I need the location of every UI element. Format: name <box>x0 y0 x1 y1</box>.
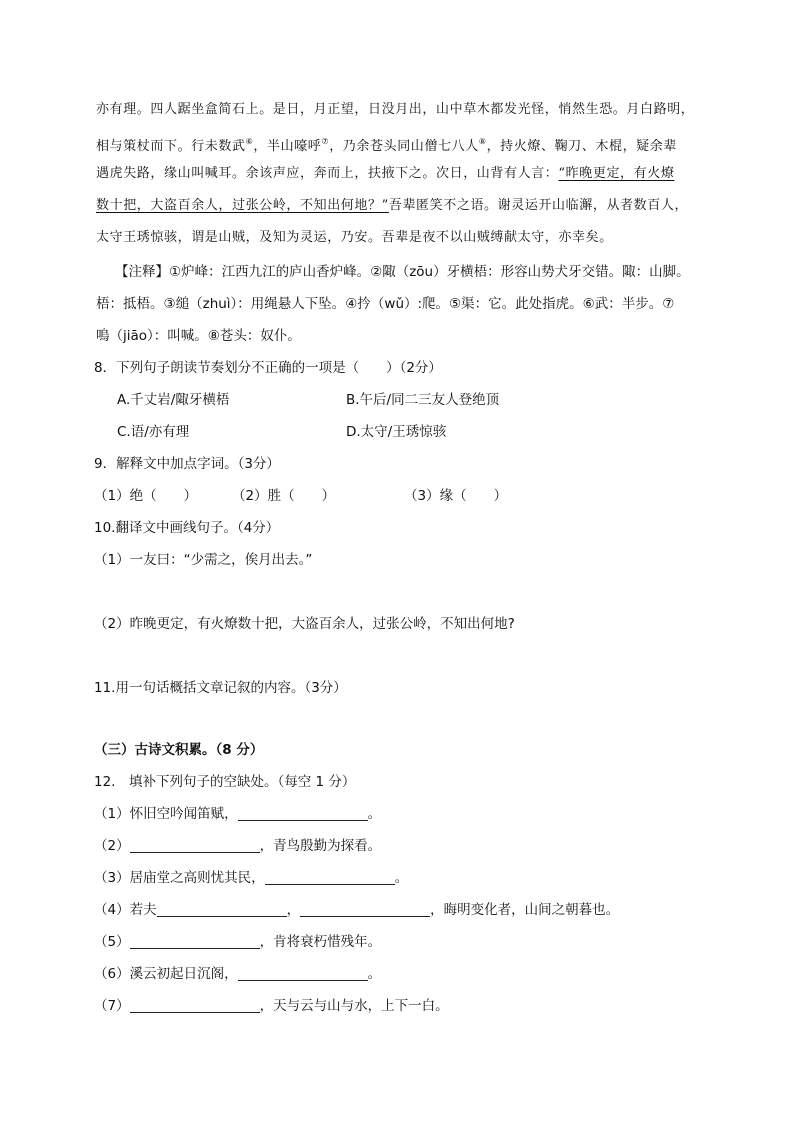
answer-blank[interactable] <box>130 838 260 853</box>
answer-blank[interactable] <box>238 806 368 821</box>
answer-blank[interactable] <box>265 870 395 885</box>
notes-line-3: 嗚（jiāo）：叫喊。⑧苍头：奴仆。 <box>96 328 301 344</box>
question-8-stem: 8．下列句子朗读节奏划分不正确的一项是（ ）（2分） <box>94 360 442 376</box>
fill-blank-6 <box>94 964 381 984</box>
option-b: B.午后/同二三友人登绝顶 <box>346 392 500 408</box>
passage-line-1 <box>96 100 694 120</box>
passage-text: ，乃余苍头同山僧七八人 <box>329 139 479 154</box>
footnote-marker: ⑥ <box>245 137 254 146</box>
question-9-part-2: （2）胜（ ） <box>232 488 336 504</box>
fill-blank-4 <box>94 900 619 920</box>
footnote-marker: ⑧ <box>478 137 487 146</box>
notes-line-1: 【注释】①炉峰：江西九江的庐山香炉峰。②陬（zōu）牙横梧：形容山势犬牙交错。陬：山脚。 <box>115 264 690 280</box>
passage-text: 吾辈匿笑不之语。谢灵运开山临澥，从者数百人， <box>388 198 689 213</box>
option-a: A.千丈岩/陬牙横梧 <box>117 392 230 408</box>
blank-suffix: ，肯将衰朽惜残年。 <box>259 934 382 950</box>
answer-blank[interactable] <box>238 966 368 981</box>
question-9-part-3: （3）缘（ ） <box>404 488 508 504</box>
option-d: D.太守/王琇惊骇 <box>346 424 447 440</box>
blank-suffix: ，青鸟殷勤为探看。 <box>259 838 382 854</box>
blank-suffix: 。 <box>367 966 382 982</box>
blank-suffix: ，晦明变化者，山间之朝暮也。 <box>430 902 620 918</box>
question-10-part-2: （2）昨晚更定，有火燎数十把，大盗百余人，过张公岭，不知出何地? <box>94 616 515 632</box>
blank-prompt: （1）怀旧空吟闻笛赋， <box>94 806 238 822</box>
fill-blank-1 <box>94 804 381 824</box>
blank-prompt: （3）居庙堂之高则忧其民， <box>94 870 265 886</box>
blank-suffix: 。 <box>394 870 409 886</box>
passage-line-3 <box>96 164 674 184</box>
blank-prompt: （4）若夫 <box>94 902 157 918</box>
question-12-stem: 12. 填补下列句子的空缺处。（每空 1 分） <box>94 774 356 790</box>
section-3-title: （三）古诗文积累。（8 分） <box>94 742 264 758</box>
question-10-part-1: （1）一友曰：“少需之，俟月出去。” <box>94 552 313 568</box>
question-9-stem: 9．解释文中加点字词。（3分） <box>94 456 280 472</box>
passage-text: ，半山嚎呼 <box>253 139 322 154</box>
answer-blank[interactable] <box>157 902 287 917</box>
footnote-marker: ⑦ <box>321 137 330 146</box>
answer-blank[interactable] <box>130 998 260 1013</box>
blank-prompt: （7） <box>94 998 130 1014</box>
blank-prompt: （5） <box>94 934 130 950</box>
passage-line-2 <box>96 132 677 157</box>
question-9-part-1: （1）绝（ ） <box>94 488 198 504</box>
answer-blank[interactable] <box>130 934 260 949</box>
blank-separator: ， <box>286 902 301 918</box>
passage-line-4 <box>96 196 688 216</box>
passage-text: ，持火燎、鞠刀、木棍，疑余辈 <box>486 139 677 154</box>
passage-text: 太守王琇惊骇，谓是山贼，及知为灵运，乃安。吾辈是夜不以山贼缚献太守，亦幸矣。 <box>96 230 613 245</box>
fill-blank-3 <box>94 868 408 888</box>
passage-text: 相与策杖而下。行未数武 <box>96 139 246 154</box>
passage-line-5 <box>96 228 613 248</box>
question-11-stem: 11.用一句话概括文章记叙的内容。（3分） <box>94 680 347 696</box>
fill-blank-5 <box>94 932 381 952</box>
fill-blank-7 <box>94 996 449 1016</box>
blank-prompt: （6）溪云初起日沉阁， <box>94 966 238 982</box>
blank-suffix: ，天与云与山与水，上下一白。 <box>259 998 449 1014</box>
notes-line-2: 梧：抵梧。③缒（zhuì）：用绳悬人下坠。④扲（wǔ）:爬。⑤渠：它。此处指虎。⑥武：半步。⑦ <box>96 296 675 312</box>
passage-text: 亦有理。四人踞坐盒简石上。是日，月正望，日没月出，山中草木都发光怪，悄然生恐。月白路明， <box>96 102 695 117</box>
question-10-stem: 10.翻译文中画线句子。（4分） <box>94 520 280 536</box>
underlined-sentence: 数十把，大盗百余人，过张公岭，不知出何地？” <box>96 198 389 213</box>
blank-suffix: 。 <box>367 806 382 822</box>
answer-blank[interactable] <box>300 902 430 917</box>
option-c: C.语/亦有理 <box>117 424 190 440</box>
underlined-sentence: “昨晚更定，有火燎 <box>558 166 675 181</box>
fill-blank-2 <box>94 836 381 856</box>
passage-text: 遇虎失路，缘山叫喊耳。余该声应，奔而上，扶掖下之。次日，山背有人言： <box>96 166 559 181</box>
blank-prompt: （2） <box>94 838 130 854</box>
